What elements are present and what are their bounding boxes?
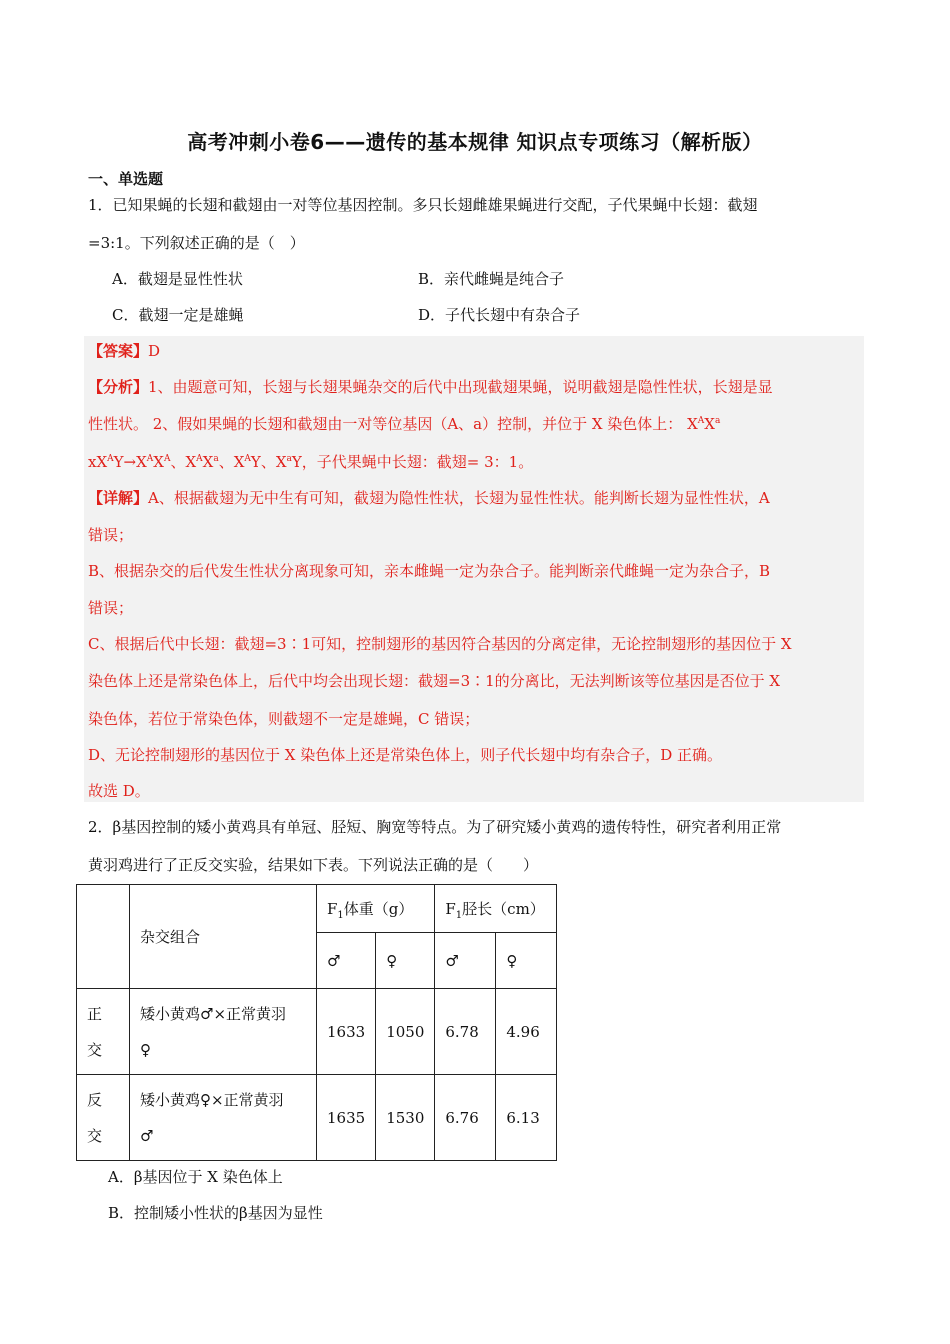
detail-line2: 错误； [88,526,134,544]
detail-tag: 【详解】 [88,489,149,507]
results-table [76,884,557,1161]
table-subheader-weight-female: ♀ [376,933,435,989]
detail-line9: 故选 D。 [88,782,150,800]
answer-value: D [148,342,161,360]
analysis-text2: 性性状。 2、假如果蝇的长翅和截翅由一对等位基因（A、a）控制，并位于 X 染色体上： [88,415,683,433]
analysis-tag: 【分析】 [88,378,149,396]
table-row [77,1075,557,1161]
detail-line3: B、根据杂交的后代发生性状分离现象可知，亲本雌蝇一定为杂合子。能判断亲代雌蝇一定为杂合子，B [88,562,771,580]
table-subheader-length-female: ♀ [496,933,557,989]
q1-stem-line2: =3:1。下列叙述正确的是（ ） [88,234,305,252]
analysis-line1 [88,376,773,397]
detail-line6: 染色体上还是常染色体上，后代中均会出现长翅：截翅=3∶1的分离比，无法判断该等位基因是否位于 X [88,672,781,690]
table-subheader-weight-male: ♂ [317,933,376,989]
length-female-cell: 6.13 [496,1075,557,1161]
table-header-combo: 杂交组合 [130,885,317,989]
weight-female-cell: 1530 [376,1075,435,1161]
analysis-text1: 1、由题意可知，长翅与长翅果蝇杂交的后代中出现截翅果蝇，说明截翅是隐性性状，长翅是显 [148,378,773,396]
q1-option-a: A．截翅是显性性状 [112,270,243,288]
combo-cell: 矮小黄鸡♂×正常黄羽 ♀ [130,989,317,1075]
combo-cell: 矮小黄鸡♀×正常黄羽 ♂ [130,1075,317,1161]
section-heading: 一、单选题 [88,170,164,188]
detail-line8: D、无论控制翅形的基因位于 X 染色体上还是常染色体上，则子代长翅中均有杂合子，D 正确。 [88,746,723,764]
q2-option-a: A．β基因位于 X 染色体上 [108,1168,283,1186]
detail-line5: C、根据后代中长翅：截翅=3∶1可知，控制翅形的基因符合基因的分离定律，无论控制翅形的基因位于 X [88,635,792,653]
q2-stem-line2: 黄羽鸡进行了正反交实验，结果如下表。下列说法正确的是（ ） [88,856,539,874]
q1-stem-line1: 1．已知果蝇的长翅和截翅由一对等位基因控制。多只长翅雌雄果蝇进行交配，子代果蝇中长翅：截翅 [88,196,758,214]
answer-tag: 【答案】 [88,342,149,360]
length-female-cell: 4.96 [496,989,557,1075]
page-title: 高考冲刺小卷6——遗传的基本规律 知识点专项练习（解析版） [187,130,763,154]
analysis-line2: 性性状。 2、假如果蝇的长翅和截翅由一对等位基因（A、a）控制，并位于 X 染色体上： $X^AX^a$ [88,415,721,433]
length-male-cell: 6.78 [435,989,496,1075]
q1-option-d: D．子代长翅中有杂合子 [418,306,581,324]
analysis-text3: Y，子代果蝇中长翅：截翅= 3：1。 [291,453,534,471]
detail-line4: 错误； [88,599,134,617]
answer-line [88,340,160,361]
q2-option-b: B．控制矮小性状的β基因为显性 [108,1204,323,1222]
detail-line1 [88,487,770,508]
q1-option-b: B．亲代雌蝇是纯合子 [418,270,565,288]
detail-text1: A、根据截翅为无中生有可知，截翅为隐性性状，长翅为显性性状。能判断长翅为显性性状，A [148,489,770,507]
table-header-weight: $F_1$体重（g） [317,885,435,933]
weight-male-cell: 1633 [317,989,376,1075]
cross-type-cell: 正 交 [77,989,130,1075]
table-subheader-length-male: ♂ [435,933,496,989]
q2-stem-line1: 2．β基因控制的矮小黄鸡具有单冠、胫短、胸宽等特点。为了研究矮小黄鸡的遗传特性，研究者利用正常 [88,818,782,836]
analysis-line3: $xX^AY\to X^AX^A$、$X^AX^a$、$X^AY$、$X^aY$，子代果蝇中长翅：截翅= 3：1。 [88,453,534,471]
table-header-length: $F_1$胫长（cm） [435,885,557,933]
weight-male-cell: 1635 [317,1075,376,1161]
cross-type-cell: 反 交 [77,1075,130,1161]
weight-female-cell: 1050 [376,989,435,1075]
table-corner-cell [77,885,130,989]
length-male-cell: 6.76 [435,1075,496,1161]
detail-line7: 染色体，若位于常染色体，则截翅不一定是雄蝇，C 错误； [88,710,480,728]
table-row [77,989,557,1075]
q1-option-c: C．截翅一定是雄蝇 [112,306,244,324]
